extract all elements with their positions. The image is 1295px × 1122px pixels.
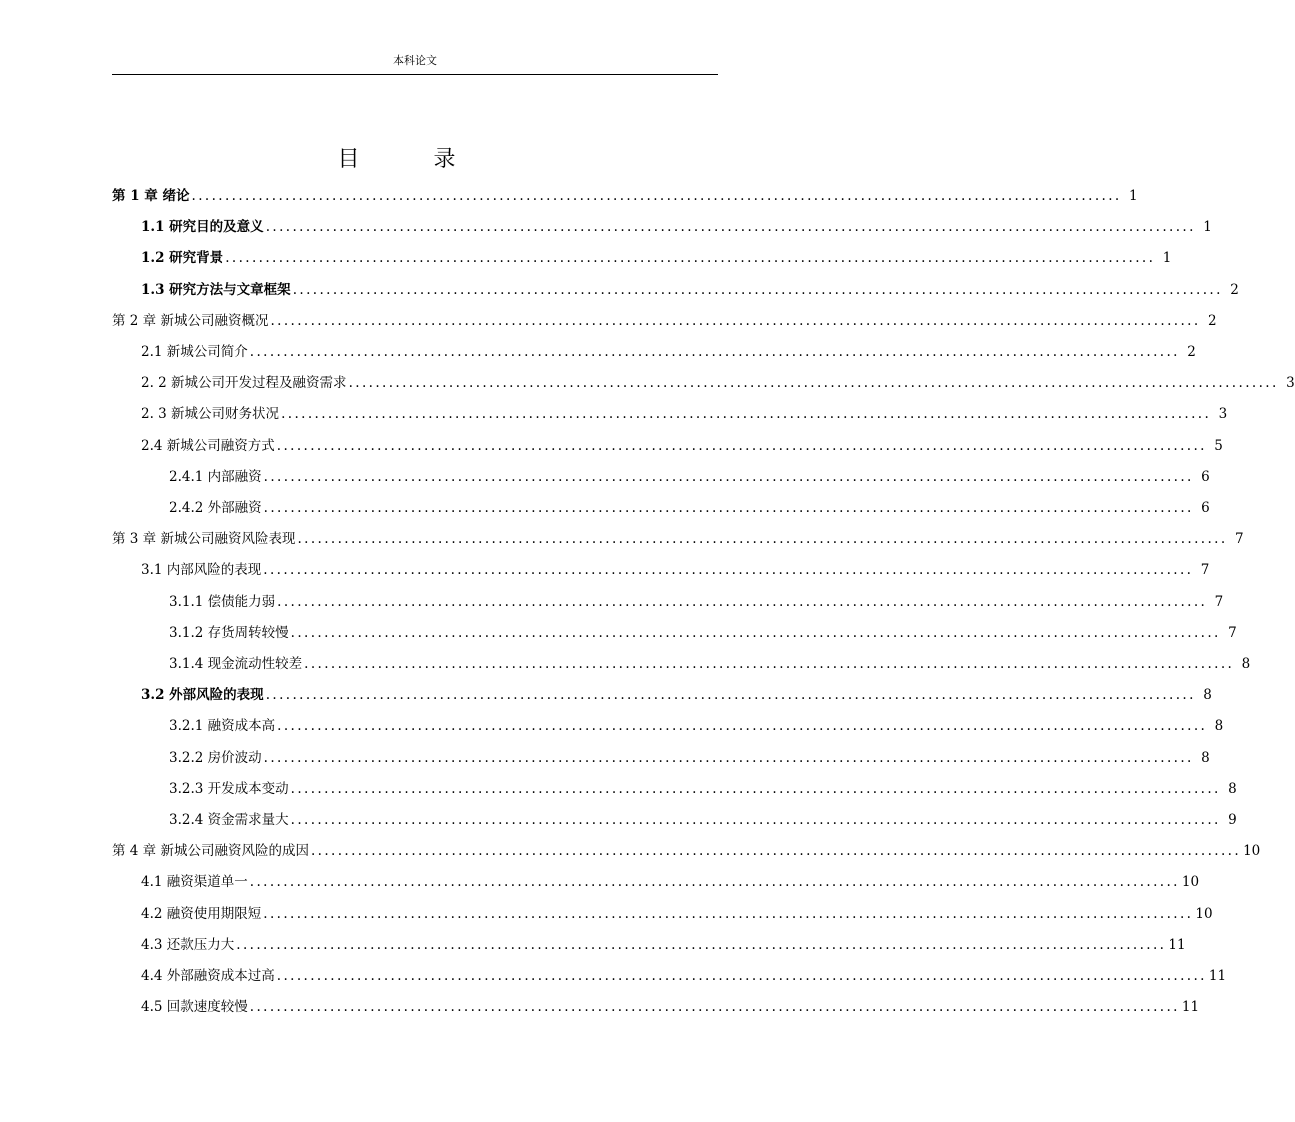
toc-page-number: 6 <box>1201 500 1210 516</box>
toc-page-number: 11 <box>1168 937 1186 953</box>
toc-leader-dots: ........................................................................................................................................... <box>290 812 1221 828</box>
toc-leader-dots: ........................................................................................................................................... <box>290 625 1221 641</box>
toc-entry-title: 2. 2 新城公司开发过程及融资需求 <box>141 375 347 391</box>
toc-page-number: 11 <box>1181 999 1200 1015</box>
toc-entry-title: 1.2 研究背景 <box>141 250 224 266</box>
toc-leader-dots: ........................................................................................................................................... <box>225 250 1156 266</box>
toc-entry-title: 3.2.4 资金需求量大 <box>169 812 289 828</box>
toc-leader-dots: ........................................................................................................................................... <box>191 188 1122 204</box>
toc-entry-title: 3.1.2 存货周转较慢 <box>169 625 289 641</box>
toc-page-number: 9 <box>1228 812 1237 828</box>
toc-page-number: 1 <box>1203 219 1212 235</box>
toc-leader-dots: ........................................................................................................................................... <box>348 375 1279 391</box>
toc-entry-title: 4.5 回款速度较慢 <box>141 999 248 1015</box>
toc-leader-dots: ........................................................................................................................................... <box>263 906 1194 922</box>
toc-page-number: 10 <box>1243 843 1261 859</box>
toc-entry[interactable] <box>169 466 1210 488</box>
toc-leader-dots: ........................................................................................................................................... <box>249 999 1180 1015</box>
toc-entry[interactable] <box>169 715 1224 737</box>
toc-entry[interactable] <box>169 497 1210 519</box>
toc-entry[interactable] <box>141 341 1196 363</box>
toc-leader-dots: ........................................................................................................................................... <box>270 313 1201 329</box>
toc-leader-dots: ........................................................................................................................................... <box>304 656 1235 672</box>
toc-entry[interactable] <box>169 778 1237 800</box>
toc-leader-dots: ........................................................................................................................................... <box>281 406 1212 422</box>
toc-entry-title: 3.2.3 开发成本变动 <box>169 781 289 797</box>
toc-leader-dots: ........................................................................................................................................... <box>277 594 1208 610</box>
toc-page-number: 11 <box>1208 968 1227 984</box>
toc-leader-dots: ........................................................................................................................................... <box>277 718 1208 734</box>
toc-entry-title: 3.1.4 现金流动性较差 <box>169 656 303 672</box>
toc-entry[interactable] <box>112 840 1261 862</box>
toc-entry[interactable] <box>112 185 1138 207</box>
toc-leader-dots: ........................................................................................................................................... <box>263 469 1194 485</box>
toc-entry[interactable] <box>141 435 1223 457</box>
toc-entry[interactable] <box>169 622 1237 644</box>
toc-entry[interactable] <box>169 591 1224 613</box>
toc-page-number: 3 <box>1218 406 1228 422</box>
toc-entry[interactable] <box>141 996 1200 1018</box>
toc-page-number: 3 <box>1286 375 1295 391</box>
toc-entry-title: 3.2.2 房价波动 <box>169 750 262 766</box>
toc-entry[interactable] <box>112 310 1217 332</box>
toc-entry[interactable] <box>141 559 1210 581</box>
toc-leader-dots: ........................................................................................................................................... <box>276 968 1207 984</box>
toc-entry[interactable] <box>169 747 1210 769</box>
toc-entry-title: 第 4 章 新城公司融资风险的成因 <box>112 843 309 859</box>
toc-entry-title: 4.2 融资使用期限短 <box>141 906 262 922</box>
toc-leader-dots: ........................................................................................................................................... <box>310 843 1242 859</box>
toc-page-number: 10 <box>1195 906 1213 922</box>
toc-page-number: 5 <box>1214 438 1223 454</box>
page-header-text: 本科论文 <box>393 54 437 67</box>
toc-entry-title: 2.4.2 外部融资 <box>169 500 262 516</box>
toc-entry[interactable] <box>112 528 1244 550</box>
toc-leader-dots: ........................................................................................................................................... <box>263 750 1194 766</box>
toc-leader-dots: ........................................................................................................................................... <box>290 781 1221 797</box>
toc-page-number: 6 <box>1201 469 1210 485</box>
toc-entry-title: 2.4.1 内部融资 <box>169 469 262 485</box>
toc-leader-dots: ........................................................................................................................................... <box>236 937 1167 953</box>
toc-entry[interactable] <box>141 279 1239 301</box>
toc-leader-dots: ........................................................................................................................................... <box>265 687 1196 703</box>
toc-entry-title: 4.4 外部融资成本过高 <box>141 968 275 984</box>
toc-entry[interactable] <box>141 403 1228 425</box>
toc-page-number: 8 <box>1203 687 1212 703</box>
toc-entry[interactable] <box>141 247 1172 269</box>
toc-entry-title: 3.1.1 偿债能力弱 <box>169 594 276 610</box>
toc-entry[interactable] <box>141 934 1186 956</box>
toc-page-number: 1 <box>1162 250 1172 266</box>
toc-entry[interactable] <box>141 871 1200 893</box>
toc-leader-dots: ........................................................................................................................................... <box>265 219 1196 235</box>
toc-entry[interactable] <box>141 684 1212 706</box>
toc-page-number: 2 <box>1230 282 1239 298</box>
toc-page-number: 7 <box>1228 625 1237 641</box>
toc-page-number: 8 <box>1201 750 1210 766</box>
toc-leader-dots: ........................................................................................................................................... <box>249 874 1180 890</box>
toc-entry-title: 1.1 研究目的及意义 <box>141 219 264 235</box>
toc-leader-dots: ........................................................................................................................................... <box>292 282 1223 298</box>
toc-page-number: 2 <box>1207 313 1217 329</box>
toc-entry[interactable] <box>141 965 1227 987</box>
toc-page-number: 8 <box>1228 781 1237 797</box>
toc-page-number: 7 <box>1234 531 1244 547</box>
toc-entry-title: 3.1 内部风险的表现 <box>141 562 262 578</box>
toc-entry[interactable] <box>141 372 1295 394</box>
toc-title: 目 录 <box>337 147 482 172</box>
toc-entry-title: 2.4 新城公司融资方式 <box>141 438 275 454</box>
toc-entry-title: 4.1 融资渠道单一 <box>141 874 248 890</box>
page-header <box>112 52 718 75</box>
toc-entry[interactable] <box>169 809 1237 831</box>
toc-page-number: 7 <box>1214 594 1224 610</box>
toc-entry-title: 1.3 研究方法与文章框架 <box>141 282 291 298</box>
toc-page-number: 8 <box>1214 718 1224 734</box>
toc-entry[interactable] <box>141 216 1212 238</box>
toc-leader-dots: ........................................................................................................................................... <box>263 500 1194 516</box>
toc-entry-title: 第 3 章 新城公司融资风险表现 <box>112 531 296 547</box>
toc-page-number: 8 <box>1241 656 1251 672</box>
toc-entry-title: 2. 3 新城公司财务状况 <box>141 406 280 422</box>
toc-entry-title: 第 2 章 新城公司融资概况 <box>112 313 269 329</box>
toc-entry-title: 3.2 外部风险的表现 <box>141 687 264 703</box>
toc-leader-dots: ........................................................................................................................................... <box>276 438 1207 454</box>
toc-leader-dots: ........................................................................................................................................... <box>263 562 1194 578</box>
toc-page-number: 1 <box>1129 188 1138 204</box>
toc-entry[interactable] <box>141 903 1213 925</box>
toc-page-number: 7 <box>1200 562 1210 578</box>
toc-entry-title: 3.2.1 融资成本高 <box>169 718 276 734</box>
toc-page-number: 2 <box>1187 344 1196 360</box>
toc-page-number: 10 <box>1181 874 1200 890</box>
toc-entry-title: 第 1 章 绪论 <box>112 188 190 204</box>
toc-entry-title: 2.1 新城公司简介 <box>141 344 248 360</box>
toc-entry-title: 4.3 还款压力大 <box>141 937 235 953</box>
toc-entry[interactable] <box>169 653 1251 675</box>
toc-leader-dots: ........................................................................................................................................... <box>297 531 1228 547</box>
toc-leader-dots: ........................................................................................................................................... <box>249 344 1180 360</box>
